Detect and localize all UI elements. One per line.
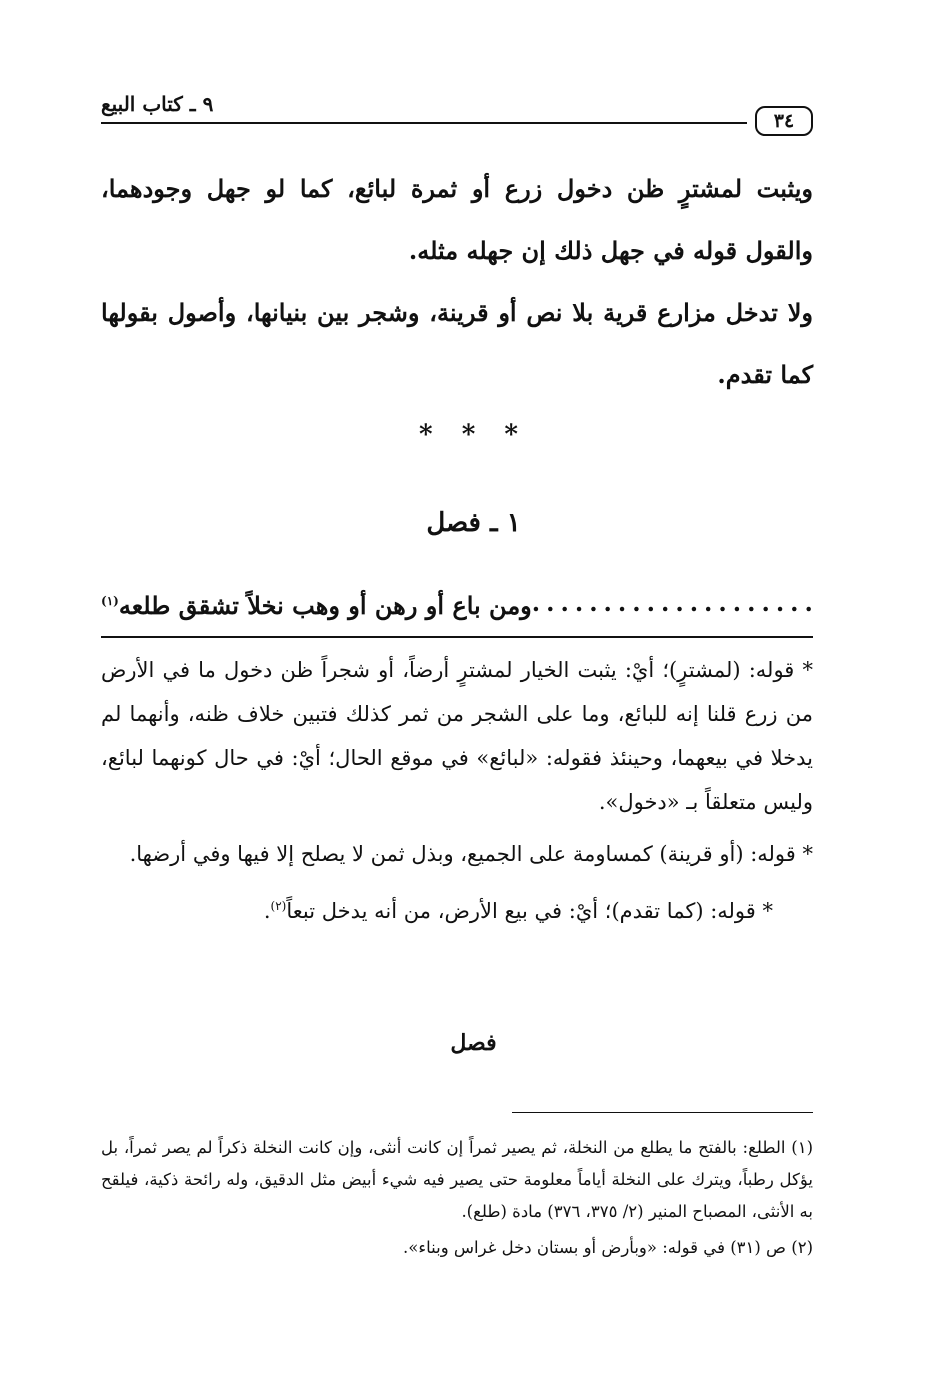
matn-paragraph-1: ويثبت لمشترٍ ظن دخول زرع أو ثمرة لبائع، كما لو جهل وجودهما، والقول قوله في جهل ذلك إن جهله مثله.	[101, 174, 813, 265]
matn-sharh-divider	[101, 636, 813, 638]
footnote-2: (٢) ص (٣١) في قوله: «وبأرض أو بستان دخل غراس وبناء».	[403, 1238, 813, 1257]
matn-paragraph-2: ولا تدخل مزارع قرية بلا نص أو قرينة، وشجر بين بنيانها، وأصول بقولها كما تقدم.	[101, 298, 813, 389]
section-lead-line	[101, 578, 813, 628]
footnote-ref-1[interactable]: (١)	[101, 593, 119, 608]
section-lead-text: ومن باع أو رهن أو وهب نخلاً تشقق طلعه$^{(١)}$	[101, 590, 532, 620]
leader-dots	[532, 578, 813, 628]
footnotes	[101, 1132, 813, 1268]
matn-text	[101, 158, 813, 406]
sharh-paragraph-3: * قوله: (كما تقدم)؛ أيْ: في بيع الأرض، من أنه يدخل تبعاً$^{(٢)}$.	[263, 899, 773, 923]
page-number: ٣٤	[755, 106, 813, 136]
footnote-1: (١) الطلع: بالفتح ما يطلع من النخلة، ثم يصير ثمراً إن كانت أنثى، وإن كانت النخلة ذكراً لم يصر ثمراً، بل يؤكل رطباً، ويترك على النخلة أياماً معلومة حتى يصير فيه شيء أبيض مثل الدقيق، وله رائحة ذكية، فيلقح به الأنثى، المصباح المنير (٢/ ٣٧٥، ٣٧٦) مادة (طلع).	[101, 1138, 813, 1221]
sharh-commentary	[101, 648, 813, 933]
sharh-paragraph-1: * قوله: (لمشترٍ)؛ أيْ: يثبت الخيار لمشترٍ أرضاً، أو شجراً ظن دخول ما في الأرض من زرع قلنا إنه للبائع، وما على الشجر من ثمر كذلك فتبين خلاف ظنه، وأنهما لم يدخلا في بيعهما، وحينئذ فقوله: «لبائع» في موقع الحال؛ أيْ: في حال كونهما لبائع، وليس متعلقاً بـ «دخول».	[101, 658, 813, 814]
footnote-rule	[512, 1112, 813, 1113]
section-title: ١ ـ فصل	[426, 508, 521, 538]
sharh-paragraph-2: * قوله: (أو قرينة) كمساومة على الجميع، وبذل ثمن لا يصلح إلا فيها وفي أرضها.	[129, 842, 813, 866]
sub-heading: فصل	[450, 1030, 497, 1056]
footnote-ref-2[interactable]: (٢)	[270, 899, 287, 913]
section-separator: * * *	[419, 420, 528, 450]
running-title: ٩ ـ كتاب البيع	[101, 92, 214, 116]
header-rule	[101, 122, 747, 124]
running-header	[101, 92, 813, 132]
